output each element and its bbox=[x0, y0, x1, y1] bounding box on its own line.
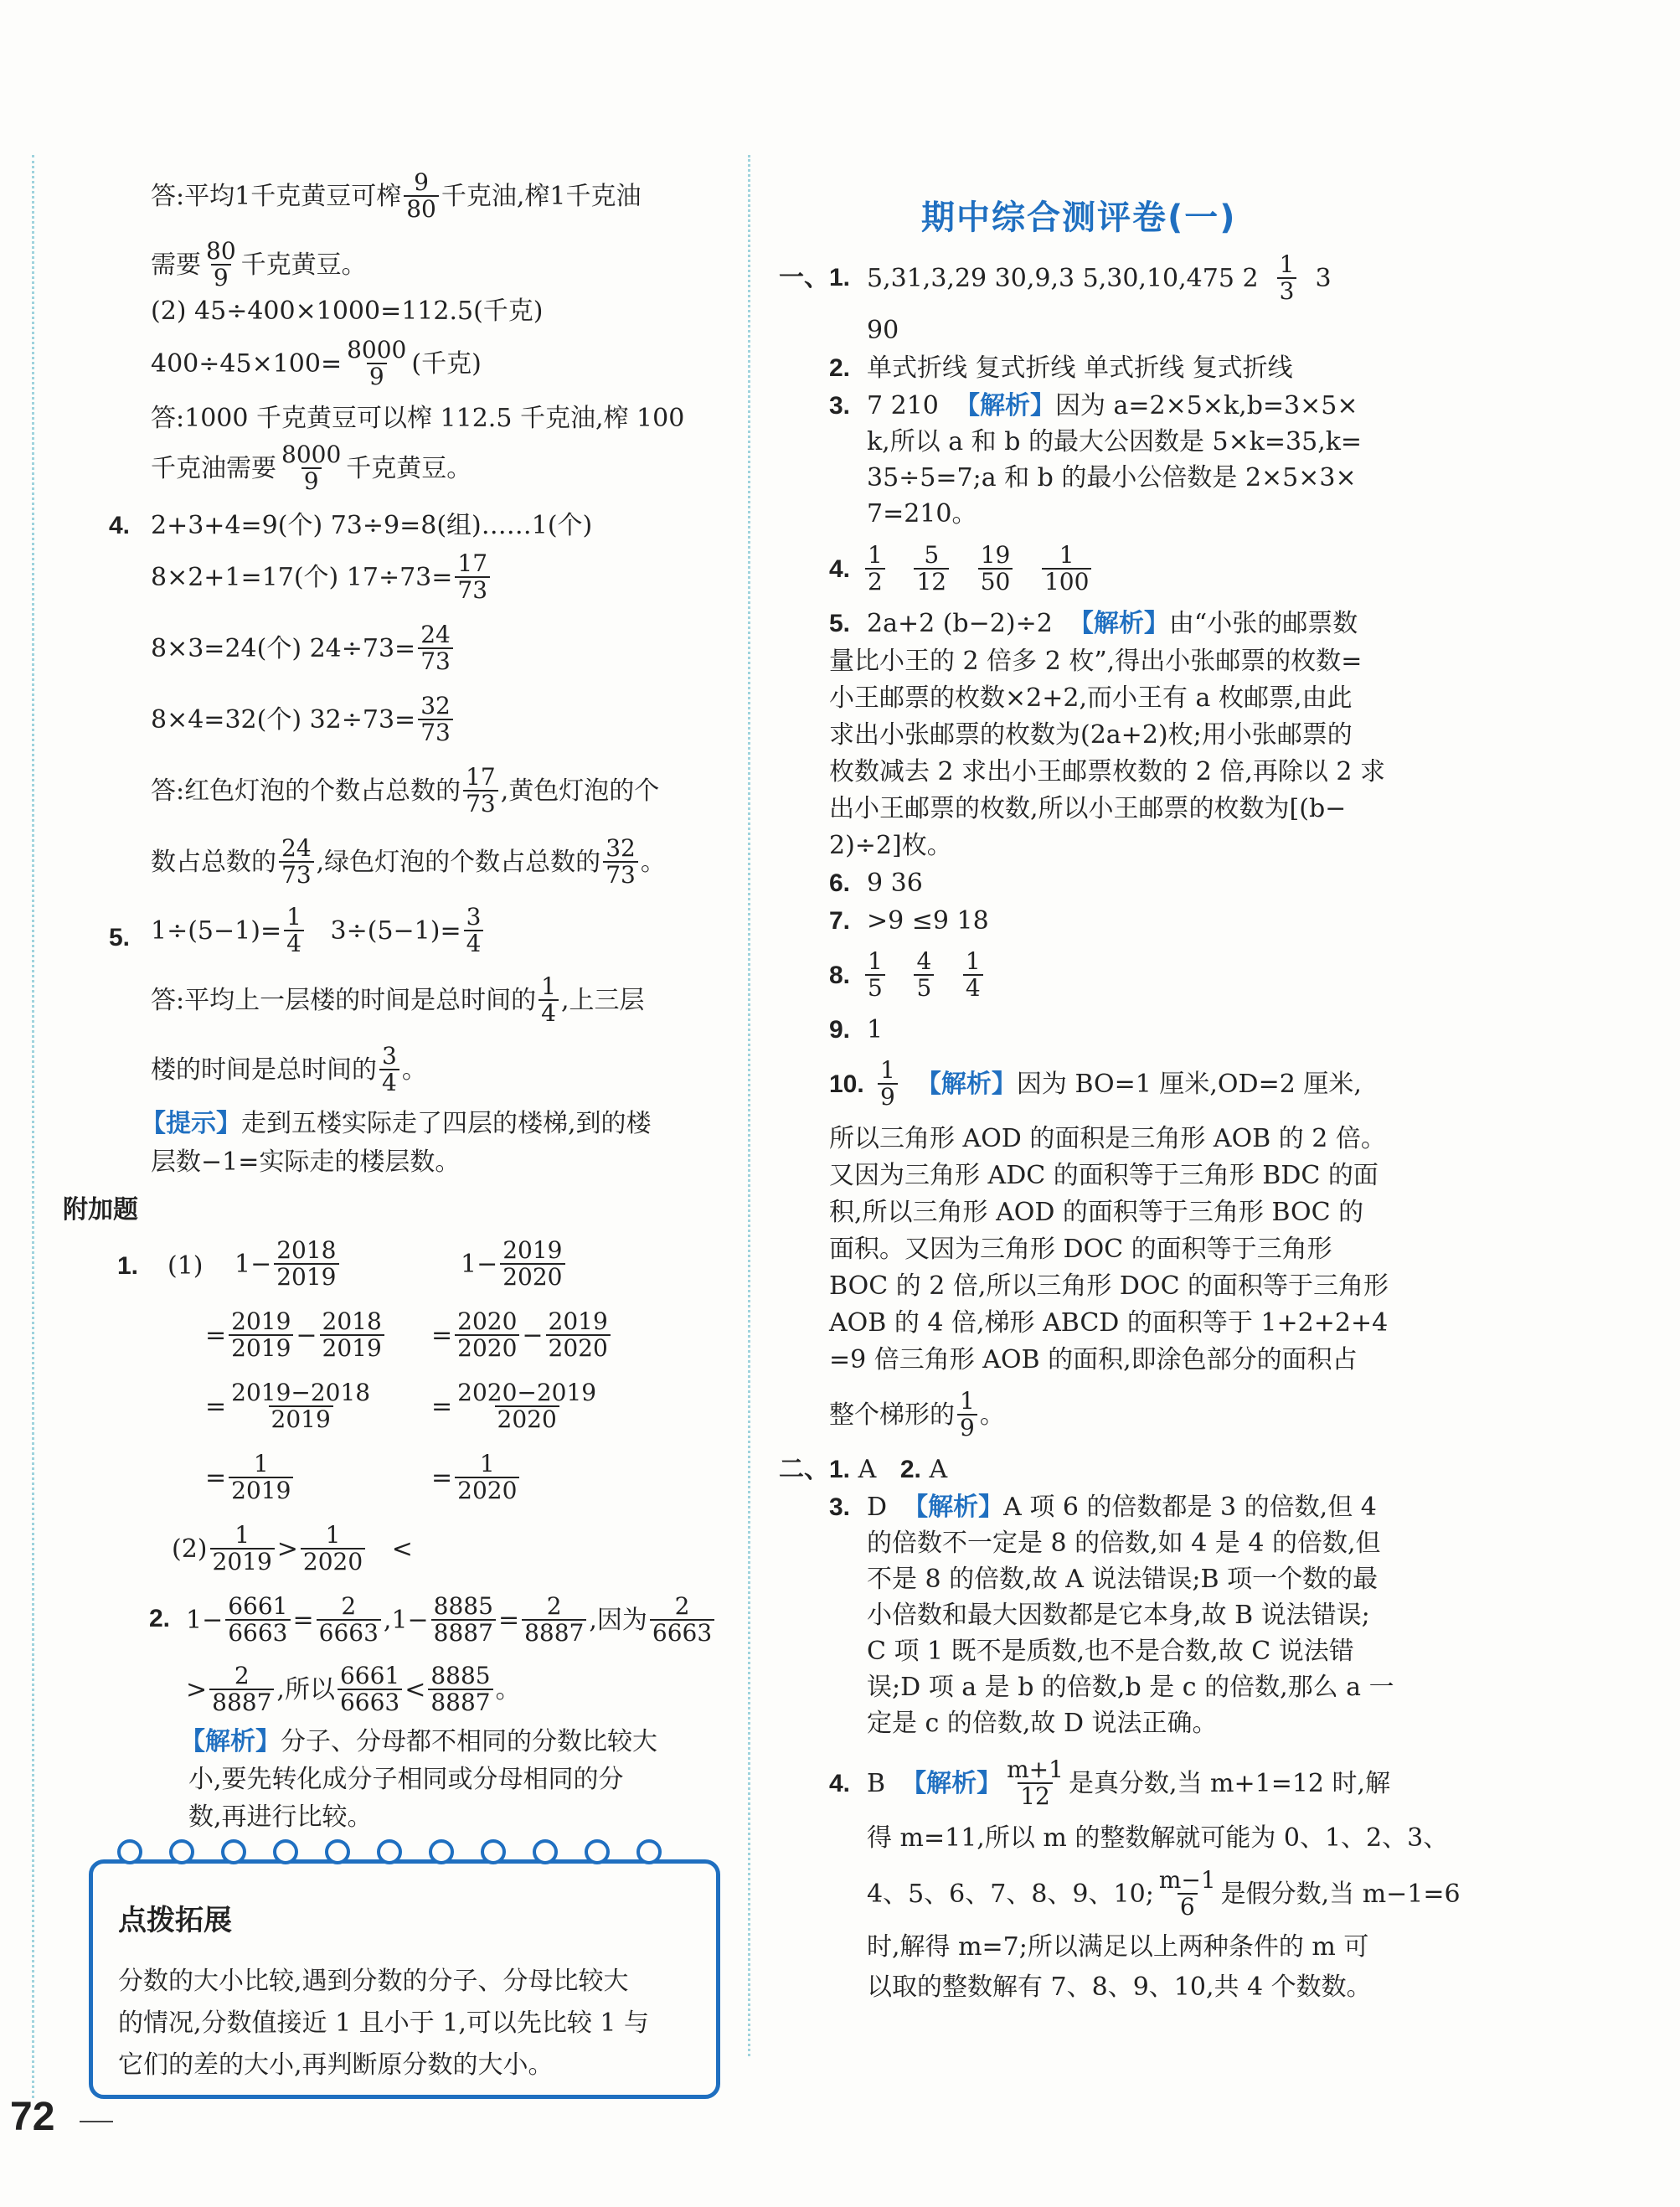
tip-box-title: 点拨拓展 bbox=[118, 1897, 232, 1938]
bonus-title: 附加题 bbox=[63, 1195, 138, 1225]
math-line: = $\frac{2020-2019}{2020}$ bbox=[431, 1382, 601, 1432]
fraction: $\frac{1}{2019}$ bbox=[210, 1523, 275, 1575]
text-line: 答:平均上一层楼的时间是总时间的 $\frac{1}{4}$ ,上三层 bbox=[151, 972, 645, 1027]
text-line: 误;D 项 a 是 b 的倍数,b 是 c 的倍数,那么 a 一 bbox=[867, 1673, 1394, 1702]
text-line: D 【解析】A 项 6 的倍数都是 3 的倍数,但 4 bbox=[867, 1493, 1377, 1522]
text-line: 量比小王的 2 倍多 2 枚”,得出小张邮票的枚数= bbox=[829, 647, 1363, 676]
answer-line: 答:平均1千克黄豆可榨 $\frac{9}{80}$ 千克油,榨1千克油 bbox=[151, 168, 642, 223]
text-line: AOB 的 4 倍,梯形 ABCD 的面积等于 1+2+2+4 bbox=[829, 1308, 1389, 1338]
text-line: 小王邮票的枚数×2+2,而小王有 a 枚邮票,由此 bbox=[829, 683, 1353, 713]
text-line: 90 bbox=[867, 316, 899, 345]
text-line: 2+3+4=9(个) 73÷9=8(组)……1(个) bbox=[151, 511, 593, 540]
fraction: $\frac{9}{80}$ bbox=[404, 170, 439, 222]
fraction: $\frac{2020-2019}{2020}$ bbox=[457, 1379, 597, 1433]
fraction: $\frac{8885}{8887}$ bbox=[428, 1663, 492, 1715]
question-number: 6. bbox=[829, 869, 851, 897]
text-line: 不是 8 的倍数,故 A 说法错误;B 项一个数的最 bbox=[867, 1565, 1379, 1594]
section-label: 二、 bbox=[779, 1456, 829, 1483]
question-number: 5. bbox=[829, 610, 851, 637]
fraction: $\frac{8000}{9}$ bbox=[281, 441, 342, 495]
binder-ring-icon bbox=[377, 1839, 402, 1864]
binder-ring-icon bbox=[585, 1839, 610, 1864]
text-line: 得 m=11,所以 m 的整数解就可能为 0、1、2、3、 bbox=[867, 1823, 1449, 1853]
text-line: B 【解析】 $\frac{m+1}{12}$ 是真分数,当 m+1=12 时,解 bbox=[867, 1756, 1391, 1810]
fraction: $\frac{1}{4}$ bbox=[284, 905, 304, 957]
binder-ring-icon bbox=[221, 1839, 246, 1864]
text-line: 5,31,3,29 30,9,3 5,30,10,475 2 $\frac{1}{3}$ 3 bbox=[867, 250, 1332, 305]
binder-ring-icon bbox=[169, 1839, 194, 1864]
question-number: 3. bbox=[829, 1493, 851, 1521]
text-line: 以取的整数解有 7、8、9、10,共 4 个数数。 bbox=[867, 1972, 1372, 2002]
fraction: $\frac{m+1}{12}$ bbox=[1007, 1756, 1064, 1810]
text-line: 时,解得 m=7;所以满足以上两种条件的 m 可 bbox=[867, 1932, 1369, 1962]
text-line: 数,再进行比较。 bbox=[188, 1802, 373, 1832]
text-line: (2) 45÷400×1000=112.5(千克) bbox=[151, 297, 544, 326]
text-line: 数占总数的 $\frac{24}{73}$ ,绿色灯泡的个数占总数的 $\frac{32}{73}$ 。 bbox=[151, 834, 666, 889]
question-number: 3. bbox=[829, 392, 851, 420]
question-number: 2. bbox=[829, 354, 851, 382]
question-number: 7. bbox=[829, 907, 851, 935]
fraction: $\frac{80}{9}$ bbox=[206, 237, 236, 291]
question-number: 4. bbox=[109, 512, 131, 539]
math-line: 1− $\frac{2019}{2020}$ bbox=[461, 1240, 568, 1290]
fraction: $\frac{1}{4}$ bbox=[539, 974, 559, 1026]
fraction: $\frac{2}{8887}$ bbox=[522, 1594, 586, 1646]
math-line: = $\frac{2019-2018}{2019}$ bbox=[205, 1382, 375, 1432]
text-line: >9 ≤9 18 bbox=[867, 906, 989, 936]
question-number: 4. bbox=[829, 1770, 851, 1797]
question-number: 8. bbox=[829, 962, 851, 989]
fraction-list bbox=[863, 541, 1094, 596]
fraction: $\frac{2019-2018}{2019}$ bbox=[231, 1379, 371, 1433]
section-title: 期中综合测评卷(一) bbox=[921, 199, 1237, 237]
text-line: =9 倍三角形 AOB 的面积,即涂色部分的面积占 bbox=[829, 1345, 1358, 1374]
text-line: 答:1000 千克黄豆可以榨 112.5 千克油,榨 100 bbox=[151, 404, 685, 433]
fraction: $\frac{19}{50}$ bbox=[978, 543, 1013, 595]
fraction-list bbox=[863, 947, 986, 1002]
text-line: 小,要先转化成分子相同或分母相同的分 bbox=[188, 1765, 624, 1794]
fraction: $\frac{3}{4}$ bbox=[379, 1044, 399, 1096]
fraction: $\frac{8885}{8887}$ bbox=[431, 1594, 496, 1646]
text-line: 1 bbox=[867, 1015, 884, 1044]
text-line: 4、5、6、7、8、9、10; $\frac{m-1}{6}$ 是假分数,当 m−1=6 bbox=[867, 1866, 1461, 1921]
binder-ring-icon bbox=[429, 1839, 454, 1864]
left-border bbox=[32, 155, 34, 2098]
fraction: $\frac{2019}{2020}$ bbox=[500, 1238, 564, 1290]
math-line: 1− $\frac{2018}{2019}$ bbox=[234, 1240, 342, 1290]
fraction: $\frac{32}{73}$ bbox=[603, 836, 638, 888]
fraction: $\frac{32}{73}$ bbox=[418, 694, 453, 745]
question-number: 2. bbox=[149, 1605, 171, 1632]
text-line: 35÷5=7;a 和 b 的最小公倍数是 2×5×3× bbox=[867, 463, 1357, 492]
math-line: (2) $\frac{1}{2019}$ > $\frac{1}{2020}$ < bbox=[172, 1521, 413, 1575]
fraction: $\frac{24}{73}$ bbox=[279, 836, 314, 888]
binder-ring-icon bbox=[481, 1839, 506, 1864]
fraction: $\frac{1}{100}$ bbox=[1042, 543, 1091, 595]
fraction: $\frac{m-1}{6}$ bbox=[1158, 1866, 1216, 1921]
math-line: = $\frac{1}{2020}$ bbox=[431, 1453, 522, 1503]
question-number: 1. bbox=[829, 264, 851, 291]
text-line: 面积。又因为三角形 DOC 的面积等于三角形 bbox=[829, 1235, 1332, 1264]
text-line: 出小王邮票的枚数,所以小王邮票的枚数为[(b− bbox=[829, 794, 1347, 823]
fraction: $\frac{2}{6663}$ bbox=[650, 1594, 714, 1646]
text-line: 8×2+1=17(个) 17÷73= $\frac{17}{73}$ bbox=[151, 553, 492, 603]
text-line: 千克油需要 $\frac{8000}{9}$ 千克黄豆。 bbox=[151, 441, 472, 495]
text-line: C 项 1 既不是质数,也不是合数,故 C 说法错 bbox=[867, 1637, 1354, 1666]
text-line: $\frac{1}{9}$ 【解析】因为 BO=1 厘米,OD=2 厘米, bbox=[875, 1060, 1362, 1110]
fraction: $\frac{2}{8887}$ bbox=[209, 1663, 274, 1715]
fraction: $\frac{1}{2020}$ bbox=[301, 1523, 365, 1575]
page-number-rule bbox=[80, 2121, 113, 2122]
part-label: (1) bbox=[167, 1251, 204, 1281]
fraction: $\frac{2019}{2019}$ bbox=[229, 1309, 293, 1361]
text-line: 8×4=32(个) 32÷73= $\frac{32}{73}$ bbox=[151, 695, 456, 745]
question-number: 4. bbox=[829, 555, 851, 583]
text-line: 积,所以三角形 AOD 的面积等于三角形 BOC 的 bbox=[829, 1198, 1364, 1227]
tip-box bbox=[89, 1859, 720, 2099]
math-line: = $\frac{1}{2019}$ bbox=[205, 1453, 296, 1503]
tip-box-line: 它们的差的大小,再判断原分数的大小。 bbox=[118, 2050, 554, 2080]
text-line: 1÷(5−1)= $\frac{1}{4}$ 3÷(5−1)= $\frac{3}{4}$ bbox=[151, 906, 486, 957]
fraction: $\frac{2018}{2019}$ bbox=[320, 1309, 384, 1361]
column-separator bbox=[748, 155, 750, 2056]
answer-line: 需要 $\frac{80}{9}$ 千克黄豆。 bbox=[151, 237, 367, 291]
explanation-line: 【解析】分子、分母都不相同的分数比较大 bbox=[180, 1727, 657, 1756]
text-line: 整个梯形的 $\frac{1}{9}$ 。 bbox=[829, 1387, 1005, 1441]
text-line: 400÷45×100= $\frac{8000}{9}$ (千克) bbox=[151, 336, 482, 390]
fraction: $\frac{2018}{2019}$ bbox=[274, 1238, 338, 1290]
math-line: = $\frac{2020}{2020}$ − $\frac{2019}{2020}$ bbox=[431, 1311, 613, 1361]
fraction: $\frac{1}{2019}$ bbox=[229, 1452, 293, 1503]
fraction: $\frac{17}{73}$ bbox=[463, 765, 498, 817]
fraction: $\frac{1}{9}$ bbox=[878, 1058, 898, 1110]
text-line: 求出小张邮票的枚数为(2a+2)枚;用小张邮票的 bbox=[829, 720, 1353, 750]
text-line: 2)÷2]枚。 bbox=[829, 831, 952, 860]
question-number: 5. bbox=[109, 924, 131, 951]
math-line: = $\frac{2019}{2019}$ − $\frac{2018}{2019}$ bbox=[205, 1311, 387, 1361]
text-line: k,所以 a 和 b 的最大公因数是 5×k=35,k= bbox=[867, 427, 1363, 456]
fraction: $\frac{1}{2020}$ bbox=[455, 1452, 519, 1503]
text-line: 8×3=24(个) 24÷73= $\frac{24}{73}$ bbox=[151, 624, 456, 674]
text-line: 小倍数和最大因数都是它本身,故 B 说法错误; bbox=[867, 1601, 1370, 1630]
question-number: 10. bbox=[829, 1070, 864, 1098]
binder-ring-icon bbox=[273, 1839, 298, 1864]
fraction: $\frac{6661}{6663}$ bbox=[225, 1594, 290, 1646]
math-line: 1− $\frac{6661}{6663}$ = $\frac{2}{6663}$ ,1− $\frac{8885}{8887}$ = $\frac{2}{8887}$ ,因为 $\frac{2}{6663}$ bbox=[186, 1596, 717, 1646]
fraction: $\frac{17}{73}$ bbox=[455, 551, 490, 603]
page-number: 72 bbox=[10, 2095, 55, 2139]
text-line: 层数−1=实际走的楼层数。 bbox=[151, 1147, 461, 1177]
tip-box-line: 分数的大小比较,遇到分数的分子、分母比较大 bbox=[118, 1967, 629, 1996]
hint-line: 【提示】走到五楼实际走了四层的楼梯,到的楼 bbox=[141, 1109, 652, 1138]
text-line: 定是 c 的倍数,故 D 说法正确。 bbox=[867, 1709, 1218, 1738]
binder-ring-icon bbox=[325, 1839, 350, 1864]
text-line: 7=210。 bbox=[867, 499, 977, 529]
section-label: 一、 bbox=[779, 264, 829, 291]
question-number: 1. bbox=[117, 1252, 139, 1280]
fraction: $\frac{2020}{2020}$ bbox=[455, 1309, 519, 1361]
text-line: 2a+2 (b−2)÷2 【解析】由“小张的邮票数 bbox=[867, 609, 1358, 638]
fraction: $\frac{6661}{6663}$ bbox=[338, 1663, 402, 1715]
fraction: $\frac{5}{12}$ bbox=[914, 543, 949, 595]
fraction: $\frac{2019}{2020}$ bbox=[546, 1309, 611, 1361]
text-line: BOC 的 2 倍,所以三角形 DOC 的面积等于三角形 bbox=[829, 1271, 1389, 1301]
text-line: 楼的时间是总时间的 $\frac{3}{4}$ 。 bbox=[151, 1042, 427, 1096]
text-line: 答:红色灯泡的个数占总数的 $\frac{17}{73}$ ,黄色灯泡的个 bbox=[151, 763, 660, 817]
math-line: > $\frac{2}{8887}$ ,所以 $\frac{6661}{6663}$ < $\frac{8885}{8887}$ 。 bbox=[186, 1662, 521, 1716]
tip-box-line: 的情况,分数值接近 1 且小于 1,可以先比较 1 与 bbox=[118, 2008, 650, 2038]
binder-ring-icon bbox=[533, 1839, 558, 1864]
binder-ring-icon bbox=[636, 1839, 662, 1864]
fraction: $\frac{1}{4}$ bbox=[963, 949, 983, 1001]
fraction: $\frac{8000}{9}$ bbox=[347, 336, 407, 390]
binder-ring-icon bbox=[117, 1839, 142, 1864]
fraction: $\frac{1}{2}$ bbox=[865, 543, 885, 595]
text-line: 单式折线 复式折线 单式折线 复式折线 bbox=[867, 353, 1293, 383]
fraction: $\frac{24}{73}$ bbox=[418, 622, 453, 674]
fraction: $\frac{3}{4}$ bbox=[464, 905, 484, 957]
fraction: $\frac{1}{9}$ bbox=[957, 1389, 977, 1441]
text-line: 7 210 【解析】因为 a=2×5×k,b=3×5× bbox=[867, 391, 1358, 420]
fraction: $\frac{2}{6663}$ bbox=[317, 1594, 381, 1646]
fraction: $\frac{1}{3}$ bbox=[1277, 252, 1297, 304]
question-number: 9. bbox=[829, 1016, 851, 1044]
text-line: 的倍数不一定是 8 的倍数,如 4 是 4 的倍数,但 bbox=[867, 1529, 1381, 1558]
text-line: 又因为三角形 ADC 的面积等于三角形 BDC 的面 bbox=[829, 1161, 1379, 1190]
text-line: 枚数减去 2 求出小王邮票枚数的 2 倍,再除以 2 求 bbox=[829, 757, 1386, 786]
text-line: 9 36 bbox=[867, 869, 923, 898]
fraction: $\frac{1}{5}$ bbox=[865, 949, 885, 1001]
fraction: $\frac{4}{5}$ bbox=[914, 949, 934, 1001]
text-line: 1. A 2. A bbox=[829, 1455, 948, 1484]
text-line: 所以三角形 AOD 的面积是三角形 AOB 的 2 倍。 bbox=[829, 1124, 1386, 1153]
